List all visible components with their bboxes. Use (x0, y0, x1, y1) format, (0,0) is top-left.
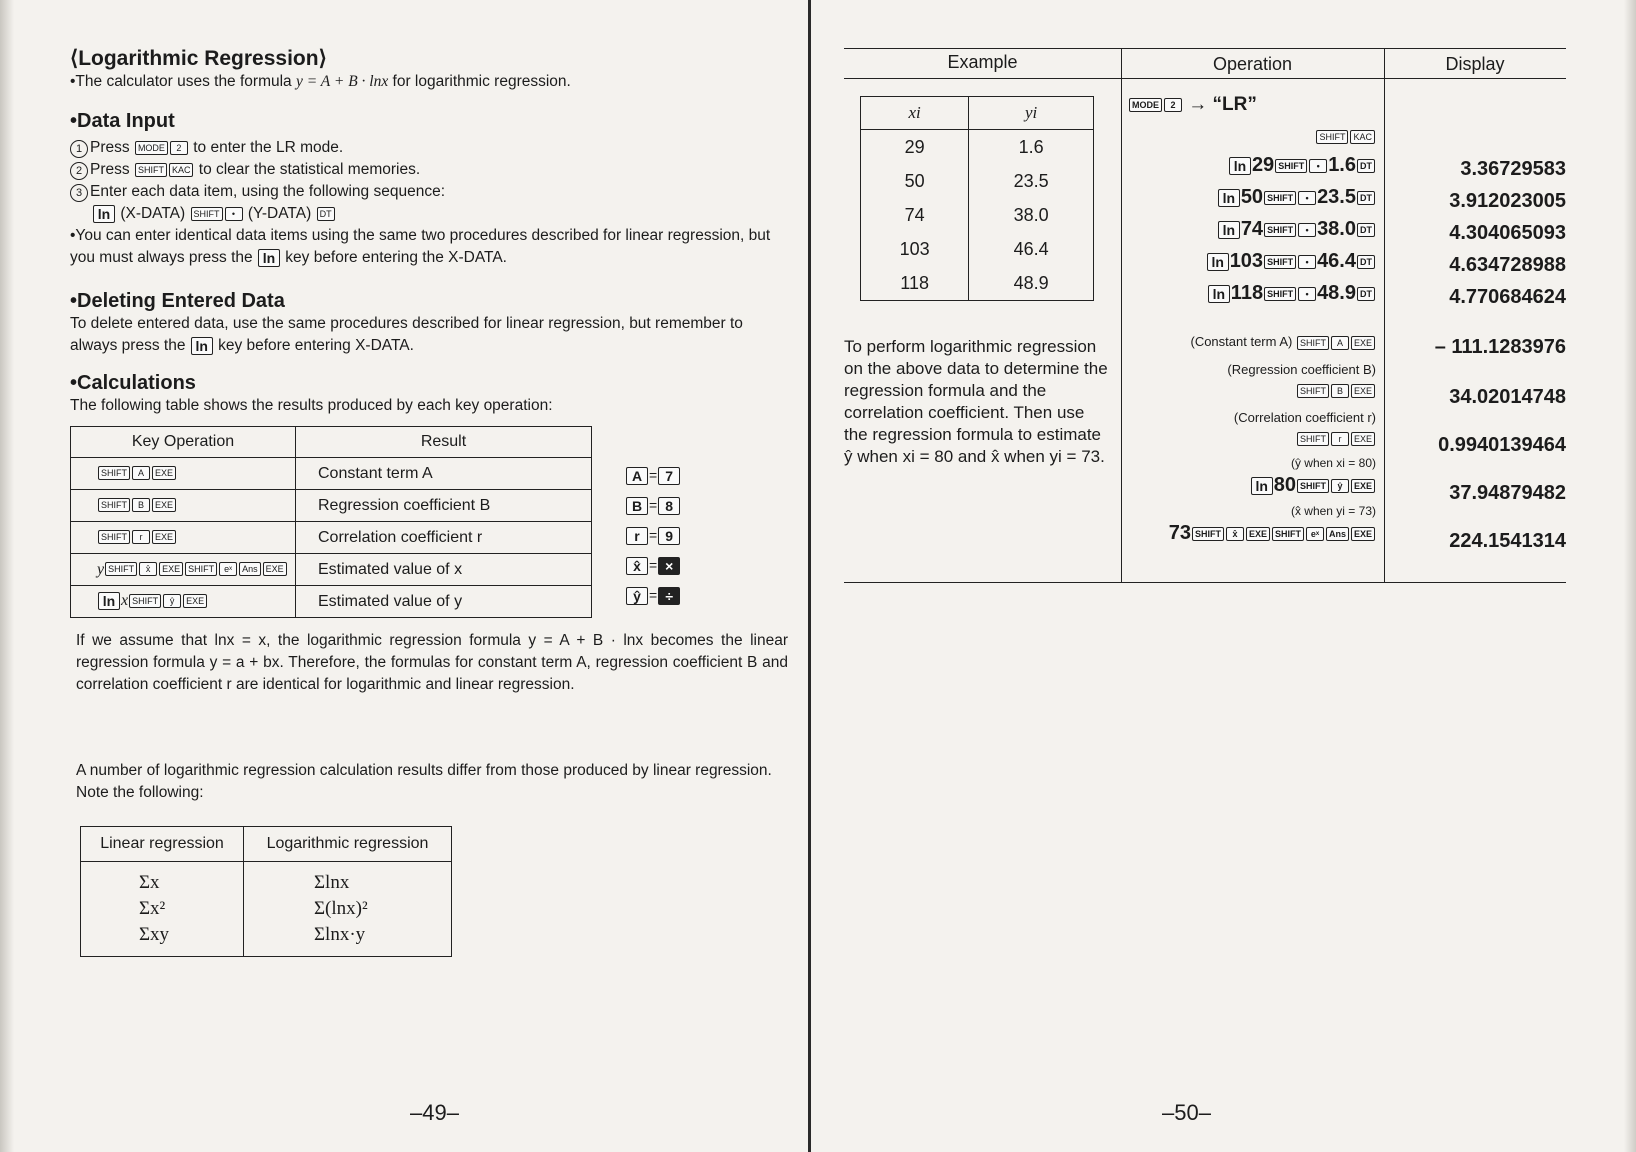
two-key: 2 (170, 141, 188, 155)
shift-key: SHIFT (98, 498, 130, 512)
result-cell: Estimated value of y (296, 586, 592, 618)
xi-cell: 50 (861, 164, 969, 198)
example-header: Example (947, 52, 1018, 72)
dt-key: DT (1357, 159, 1375, 173)
shift-key: SHIFT (1275, 159, 1307, 173)
sum-item: Σx (139, 872, 160, 893)
sum-item: Σlnx (314, 872, 350, 893)
sum-item: Σlnx·y (314, 924, 366, 945)
xhat-key: x̂ (1226, 527, 1244, 541)
dt-key: DT (1357, 287, 1375, 301)
display-value: 37.94879482 (1449, 482, 1566, 504)
ln-key: ln (1251, 477, 1273, 495)
shift-key: SHIFT (1297, 336, 1329, 350)
paragraph-equivalence: If we assume that lnx = x, the logarithmic regression formula y = A + B · lnx becomes the linear regression formula y = a + bx. Therefore, the formulas for constant term A, regression coefficient B and correlation coefficient r are identical for logarithmic and linear regression. (76, 632, 788, 693)
rule (1121, 48, 1122, 582)
ln-key: ln (1208, 285, 1230, 303)
formula-intro-text: for logarithmic regression. (388, 73, 571, 90)
key-sequence (71, 554, 296, 586)
key-operation-table (70, 426, 592, 618)
step-text: Press (90, 161, 134, 178)
exe-key: EXE (1351, 336, 1375, 350)
alpha-key: B (626, 497, 648, 515)
calculations-intro: The following table shows the results produced by each key operation: (70, 397, 553, 414)
step-text: Enter each data item, using the following sequence: (90, 183, 446, 200)
exe-key: EXE (159, 562, 183, 576)
dt-key: DT (1357, 223, 1375, 237)
exe-key: EXE (1246, 527, 1270, 541)
ln-key: ln (1207, 253, 1229, 271)
exe-key: EXE (1351, 384, 1375, 398)
data-input-steps (70, 137, 780, 225)
key-equivalent: B = 8 (625, 497, 681, 527)
data-table (860, 96, 1094, 301)
mode-key: MODE (135, 141, 168, 155)
op-y-value: 38.0 (1317, 218, 1356, 240)
page-number: –50– (1162, 1100, 1211, 1125)
digit-key: 8 (658, 497, 680, 515)
op-entry (1217, 186, 1376, 209)
ln-key: ln (1218, 221, 1240, 239)
sum-item: Σx² (139, 898, 166, 919)
exe-key: EXE (152, 466, 176, 480)
ln-note (70, 225, 780, 269)
shift-key: SHIFT (1264, 287, 1296, 301)
compare-table (80, 826, 452, 957)
formula-intro (70, 71, 770, 93)
op-const-a (1190, 334, 1376, 350)
y-data-label: (Y-DATA) (247, 205, 312, 222)
op-label: (x̂ when yi = 73) (1290, 504, 1376, 518)
table-row (861, 164, 1094, 198)
dt-key: DT (1357, 255, 1375, 269)
shift-key: SHIFT (1297, 479, 1329, 493)
display-value: 3.912023005 (1449, 190, 1566, 212)
op-y-value: 46.4 (1317, 250, 1356, 272)
yi-header: yi (969, 97, 1094, 130)
paragraph-differences: A number of logarithmic regression calculation results differ from those produced by linear regression. Note the following: (76, 762, 772, 801)
yhat-key: ŷ (163, 594, 181, 608)
comma-key: • (1309, 159, 1327, 173)
op-entry (1228, 154, 1376, 177)
step-number: 1 (70, 140, 88, 158)
table-row (71, 554, 592, 586)
deleting-text-body: To delete entered data, use the same procedures described for linear regression, but remember to always press the (70, 315, 743, 354)
xi-cell: 29 (861, 130, 969, 165)
result-cell: Regression coefficient B (296, 490, 592, 522)
table-row (861, 198, 1094, 232)
linear-header: Linear regression (81, 827, 244, 862)
deleting-text-body: key before entering X-DATA. (218, 337, 414, 354)
example-table (844, 46, 1566, 586)
table-row (861, 266, 1094, 301)
table-row (861, 232, 1094, 266)
kac-key: KAC (1350, 130, 1375, 144)
result-header: Result (296, 427, 592, 458)
log-sums (244, 862, 452, 957)
display-value: 4.304065093 (1449, 222, 1566, 244)
op-estimate-x (1169, 522, 1376, 545)
shift-key: SHIFT (105, 562, 137, 576)
shift-key: SHIFT (1297, 432, 1329, 446)
right-page (814, 0, 1636, 1152)
op-reg-b (1296, 382, 1376, 400)
step-1 (70, 137, 780, 159)
op-estimate-y (1250, 474, 1376, 497)
key-equivalent: ŷ = ÷ (625, 587, 681, 617)
operation-header: Operation (1212, 54, 1293, 74)
shift-key: SHIFT (1192, 527, 1224, 541)
comma-key: • (225, 207, 243, 221)
formula: y = A + B · lnx (295, 73, 389, 90)
xi-cell: 118 (861, 266, 969, 301)
key-equivalent: r = 9 (625, 527, 681, 557)
yi-cell: 46.4 (1013, 238, 1049, 259)
op-entry (1217, 218, 1376, 241)
ln-key: ln (1218, 189, 1240, 207)
display-value: 34.02014748 (1449, 386, 1566, 408)
step-text: to clear the statistical memories. (194, 161, 421, 178)
exe-key: EXE (183, 594, 207, 608)
xi-header: xi (861, 97, 969, 130)
ln-key: ln (1229, 157, 1251, 175)
ln-key: ln (191, 337, 213, 355)
rule (1384, 48, 1385, 582)
x-data-label: (X-DATA) (120, 205, 186, 222)
data-input-heading: •Data Input (70, 110, 175, 132)
display-header: Display (1445, 54, 1505, 74)
display-value: – 111.1283976 (1434, 336, 1566, 358)
step-3 (70, 181, 780, 203)
deleting-text (70, 313, 780, 357)
b-key: B (132, 498, 150, 512)
table-row (71, 458, 592, 490)
b-key: B (1331, 384, 1349, 398)
note-text: key before entering the X-DATA. (285, 249, 507, 266)
left-page (0, 0, 810, 1152)
shift-key: SHIFT (135, 163, 167, 177)
sum-item: Σxy (139, 924, 170, 945)
alpha-key: A (626, 467, 648, 485)
op-clear (1315, 128, 1376, 146)
shift-key: SHIFT (1272, 527, 1304, 541)
ans-key: Ans (239, 562, 261, 576)
page-number: –49– (410, 1100, 459, 1125)
op-x-value: 103 (1229, 250, 1264, 272)
comma-key: • (1298, 255, 1316, 269)
shift-key: SHIFT (1316, 130, 1348, 144)
op-input-value: 73 (1168, 522, 1191, 544)
formula-intro-text: •The calculator uses the formula (70, 73, 296, 90)
shift-key: SHIFT (98, 466, 130, 480)
display-value: 4.634728988 (1449, 254, 1566, 276)
calculations-heading: •Calculations (70, 372, 196, 394)
entry-sequence (70, 203, 780, 225)
dt-key: DT (1357, 191, 1375, 205)
ex-key: eˣ (219, 562, 237, 576)
comma-key: • (1298, 223, 1316, 237)
step-text: to enter the LR mode. (188, 139, 344, 156)
key-equivalent: x̂ = × (625, 557, 681, 587)
deleting-heading: •Deleting Entered Data (70, 290, 285, 312)
key-operation-header: Key Operation (71, 427, 296, 458)
two-key: 2 (1164, 98, 1182, 112)
key-sequence (71, 490, 296, 522)
y-variable: y (97, 560, 105, 578)
key-sequence (71, 458, 296, 490)
sum-item: Σ(lnx)² (314, 898, 368, 919)
op-x-value: 118 (1230, 282, 1264, 304)
a-key: A (1331, 336, 1349, 350)
mode-key: MODE (1129, 98, 1162, 112)
x-variable: x (121, 592, 129, 610)
xi-cell: 103 (861, 232, 969, 266)
section-title: ⟨Logarithmic Regression⟩ (70, 47, 327, 70)
multiply-key: × (658, 557, 680, 575)
log-header: Logarithmic regression (244, 827, 452, 862)
shift-key: SHIFT (1264, 255, 1296, 269)
op-label: (Correlation coefficient r) (1233, 410, 1376, 425)
ln-key: ln (258, 249, 280, 267)
key-sequence (71, 586, 296, 618)
op-y-value: 48.9 (1317, 282, 1356, 304)
table-row (71, 586, 592, 618)
lr-label: → “LR” (1188, 94, 1257, 115)
key-operation-table-wrap (70, 426, 592, 618)
shift-key: SHIFT (1297, 384, 1329, 398)
alpha-key: r (626, 527, 648, 545)
shift-key: SHIFT (185, 562, 217, 576)
exe-key: EXE (152, 498, 176, 512)
op-y-value: 23.5 (1317, 186, 1356, 208)
xhat-key: x̂ (139, 562, 157, 576)
comma-key: • (1298, 191, 1316, 205)
display-value: 0.9940139464 (1438, 434, 1566, 456)
r-key: r (132, 530, 150, 544)
op-label: (Constant term A) (1190, 334, 1293, 349)
digit-key: 9 (658, 527, 680, 545)
key-sequence (71, 522, 296, 554)
exe-key: EXE (1351, 479, 1375, 493)
alpha-key: x̂ (626, 557, 648, 575)
op-label: (ŷ when xi = 80) (1290, 456, 1376, 470)
ln-key: ln (93, 205, 115, 223)
table-row (861, 130, 1094, 165)
r-key: r (1331, 432, 1349, 446)
op-lr-mode (1128, 94, 1257, 116)
shift-key: SHIFT (129, 594, 161, 608)
compare-table-wrap (80, 826, 452, 957)
result-cell: Correlation coefficient r (296, 522, 592, 554)
note-text: •You can enter identical data items using the same two procedures described for linear regression, but you must always press the (70, 227, 771, 266)
step-number: 2 (70, 162, 88, 180)
alpha-key: ŷ (626, 587, 648, 605)
kac-key: KAC (169, 163, 194, 177)
divide-key: ÷ (658, 587, 680, 605)
display-value: 4.770684624 (1449, 286, 1566, 308)
exe-key: EXE (1351, 527, 1375, 541)
example-description: To perform logarithmic regression on the above data to determine the regression formula and the correlation coefficient. Then use the regression formula to estimate ŷ when xi = 80 and x̂ when yi = 73. (844, 337, 1108, 466)
key-equivalent: A = 7 (625, 467, 681, 497)
rule (844, 48, 1566, 49)
yi-cell: 23.5 (1013, 170, 1049, 191)
display-value: 224.1541314 (1449, 530, 1566, 552)
result-cell: Estimated value of x (296, 554, 592, 586)
step-number: 3 (70, 184, 88, 202)
shift-key: SHIFT (1264, 223, 1296, 237)
op-label: (Regression coefficient B) (1227, 362, 1376, 377)
comma-key: • (1298, 287, 1316, 301)
xi-cell: 74 (861, 198, 969, 232)
step-text: Press (90, 139, 134, 156)
table-row (71, 522, 592, 554)
op-corr-r (1296, 430, 1376, 448)
shift-key: SHIFT (191, 207, 223, 221)
ex-key: eˣ (1306, 527, 1324, 541)
ans-key: Ans (1326, 527, 1349, 541)
yi-cell: 48.9 (1013, 272, 1049, 293)
rule (844, 582, 1566, 583)
op-y-value: 1.6 (1328, 154, 1356, 176)
shift-key: SHIFT (1264, 191, 1296, 205)
dt-key: DT (317, 207, 335, 221)
display-value: 3.36729583 (1460, 158, 1566, 180)
exe-key: EXE (1351, 432, 1375, 446)
exe-key: EXE (152, 530, 176, 544)
linear-sums (81, 862, 244, 957)
op-entry (1207, 282, 1376, 305)
rule (844, 78, 1566, 79)
op-x-value: 50 (1240, 186, 1264, 208)
table-row (71, 490, 592, 522)
key-equivalents (625, 467, 681, 617)
yi-cell: 38.0 (1013, 204, 1049, 225)
a-key: A (132, 466, 150, 480)
yhat-key: ŷ (1331, 479, 1349, 493)
op-input-value: 80 (1273, 474, 1296, 496)
exe-key: EXE (263, 562, 287, 576)
digit-key: 7 (658, 467, 680, 485)
step-2 (70, 159, 780, 181)
result-cell: Constant term A (296, 458, 592, 490)
op-entry (1206, 250, 1376, 273)
op-x-value: 74 (1240, 218, 1264, 240)
op-x-value: 29 (1251, 154, 1275, 176)
ln-key: ln (98, 592, 120, 610)
yi-cell: 1.6 (1018, 136, 1044, 157)
shift-key: SHIFT (98, 530, 130, 544)
